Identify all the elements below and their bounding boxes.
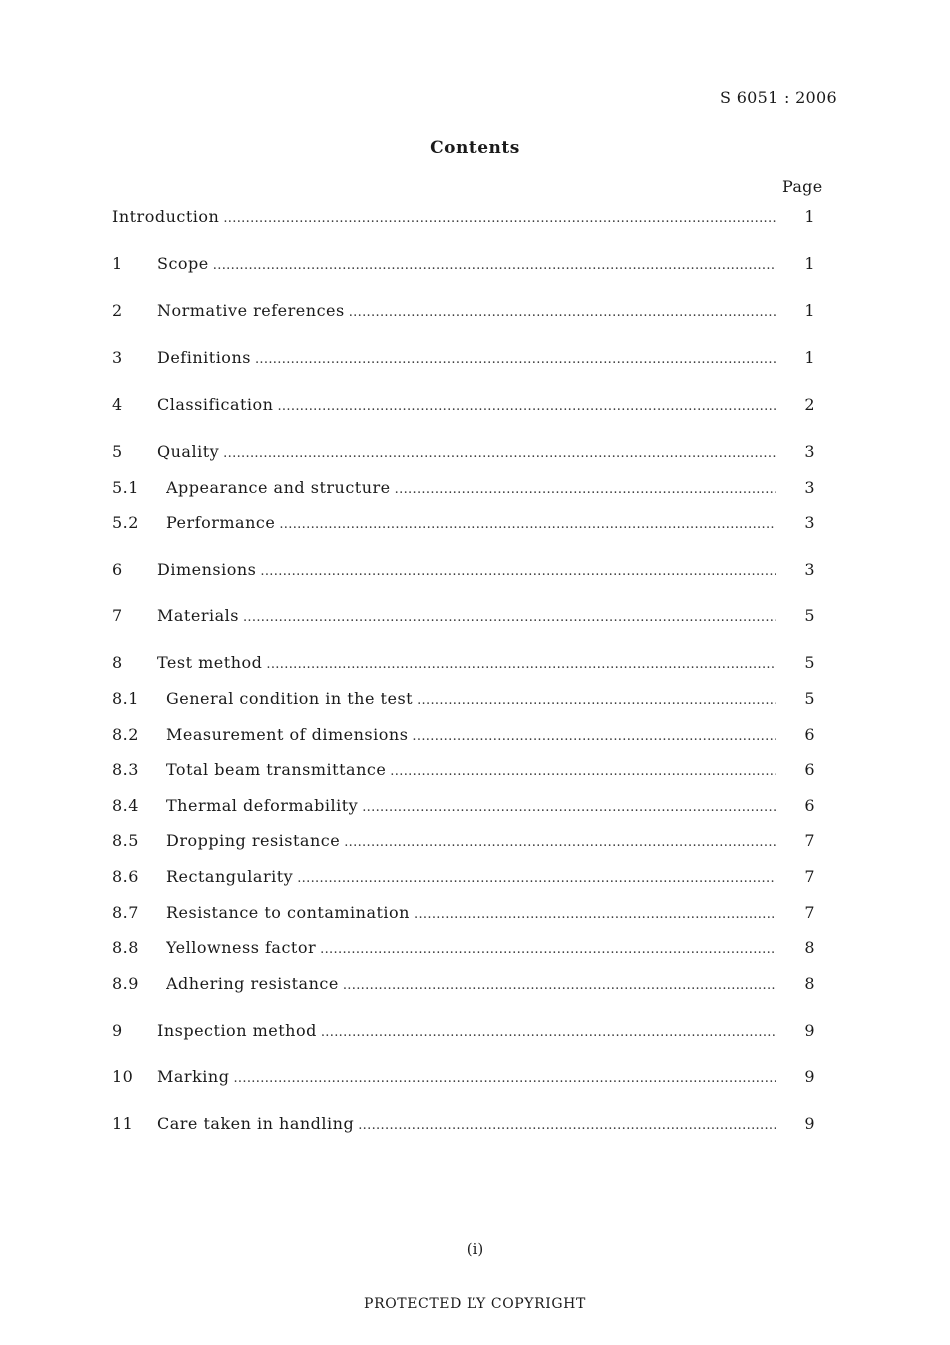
toc-entry-normative-references[interactable] [112, 300, 826, 322]
toc-entry-measurement-of-dimensions[interactable] [112, 724, 826, 746]
toc-entry-introduction[interactable] [112, 206, 826, 228]
toc-entry-page: 5 [804, 606, 815, 625]
toc-entry-performance[interactable] [112, 512, 826, 534]
toc-entry-number: 8.8 [112, 938, 139, 957]
toc-entry-title: Normative references . . . [157, 300, 776, 324]
toc-entry-number: 8.6 [112, 867, 139, 886]
toc-entry-title: Dimensions . . . [157, 559, 776, 583]
toc-entry-marking[interactable] [112, 1066, 826, 1088]
toc-entry-number: 8.4 [112, 796, 139, 815]
toc-entry-page: 1 [804, 348, 815, 367]
toc-entry-number: 11 [112, 1114, 134, 1133]
toc-entry-page: 1 [804, 301, 815, 320]
toc-entry-number: 5.2 [112, 513, 139, 532]
standard-number: S 6051 : 2006 [720, 88, 837, 107]
toc-entry-title: Dropping resistance . . . [166, 830, 776, 854]
toc-entry-classification[interactable] [112, 394, 826, 416]
toc-entry-test-method[interactable] [112, 652, 826, 674]
toc-entry-page: 2 [804, 395, 815, 414]
toc-entry-title: Introduction . . . [112, 206, 776, 230]
toc-entry-number: 8.1 [112, 689, 139, 708]
toc-entry-scope[interactable] [112, 253, 826, 275]
toc-entry-number: 4 [112, 395, 123, 414]
toc-entry-resistance-to-contamination[interactable] [112, 902, 826, 924]
toc-entry-title: Total beam transmittance . . . [166, 759, 776, 783]
toc-entry-title: Definitions . . . [157, 347, 776, 371]
toc-entry-number: 7 [112, 606, 123, 625]
toc-entry-rectangularity[interactable] [112, 866, 826, 888]
toc-entry-number: 5 [112, 442, 123, 461]
toc-entry-page: 5 [804, 689, 815, 708]
toc-entry-definitions[interactable] [112, 347, 826, 369]
toc-entry-quality[interactable] [112, 441, 826, 463]
toc-entry-page: 9 [804, 1114, 815, 1133]
toc-entry-care-taken-in-handling[interactable] [112, 1113, 826, 1135]
toc-entry-number: 8.5 [112, 831, 139, 850]
toc-entry-page: 7 [804, 831, 815, 850]
toc-entry-page: 5 [804, 653, 815, 672]
toc-entry-dropping-resistance[interactable] [112, 830, 826, 852]
toc-entry-number: 8 [112, 653, 123, 672]
toc-entry-page: 9 [804, 1021, 815, 1040]
toc-entry-page: 3 [804, 442, 815, 461]
toc-entry-inspection-method[interactable] [112, 1020, 826, 1042]
toc-entry-title: Thermal deformability . . . [166, 795, 776, 819]
toc-entry-number: 3 [112, 348, 123, 367]
toc-entry-page: 7 [804, 903, 815, 922]
toc-entry-title: Classification . . . [157, 394, 776, 418]
toc-entry-number: 9 [112, 1021, 123, 1040]
toc-entry-number: 5.1 [112, 478, 139, 497]
toc-entry-title: Marking . . . [157, 1066, 776, 1090]
toc-entry-page: 1 [804, 207, 815, 226]
toc-entry-number: 1 [112, 254, 123, 273]
toc-entry-number: 8.3 [112, 760, 139, 779]
toc-entry-title: General condition in the test . . . [166, 688, 776, 712]
toc-entry-title: Measurement of dimensions . . . [166, 724, 776, 748]
toc-entry-page: 3 [804, 560, 815, 579]
toc-entry-title: Adhering resistance . . . [166, 973, 776, 997]
copyright-notice: PROTECTED ĽY COPYRIGHT [364, 1296, 586, 1312]
toc-entry-title: Rectangularity . . . [166, 866, 776, 890]
toc-entry-materials[interactable] [112, 605, 826, 627]
page-folio: (i) [466, 1240, 484, 1258]
toc-entry-title: Quality . . . [157, 441, 776, 465]
toc-entry-number: 8.7 [112, 903, 139, 922]
toc-entry-page: 8 [804, 974, 815, 993]
toc-entry-title: Test method . . . [157, 652, 776, 676]
toc-entry-total-beam-transmittance[interactable] [112, 759, 826, 781]
toc-entry-page: 1 [804, 254, 815, 273]
toc-entry-page: 6 [804, 796, 815, 815]
toc-entry-number: 6 [112, 560, 123, 579]
toc-entry-appearance-and-structure[interactable] [112, 477, 826, 499]
toc-entry-yellowness-factor[interactable] [112, 937, 826, 959]
page-column-heading: Page [782, 177, 823, 196]
toc-entry-thermal-deformability[interactable] [112, 795, 826, 817]
toc-entry-title: Performance . . . [166, 512, 776, 536]
contents-title: Contents [430, 138, 520, 158]
toc-entry-page: 6 [804, 725, 815, 744]
toc-entry-general-condition[interactable] [112, 688, 826, 710]
toc-entry-number: 2 [112, 301, 123, 320]
toc-entry-dimensions[interactable] [112, 559, 826, 581]
toc-entry-title: Inspection method . . . [157, 1020, 776, 1044]
toc-entry-title: Scope . . . [157, 253, 776, 277]
toc-entry-page: 3 [804, 478, 815, 497]
toc-entry-page: 8 [804, 938, 815, 957]
toc-entry-title: Care taken in handling . . . [157, 1113, 776, 1137]
toc-entry-title: Materials . . . [157, 605, 776, 629]
toc-entry-page: 7 [804, 867, 815, 886]
toc-entry-title: Appearance and structure . . . [166, 477, 776, 501]
toc-entry-page: 3 [804, 513, 815, 532]
toc-entry-title: Yellowness factor . . . [166, 937, 776, 961]
toc-entry-number: 8.2 [112, 725, 139, 744]
toc-entry-title: Resistance to contamination . . . [166, 902, 776, 926]
toc-entry-number: 8.9 [112, 974, 139, 993]
toc-entry-page: 9 [804, 1067, 815, 1086]
toc-entry-number: 10 [112, 1067, 134, 1086]
toc-entry-adhering-resistance[interactable] [112, 973, 826, 995]
toc-entry-page: 6 [804, 760, 815, 779]
